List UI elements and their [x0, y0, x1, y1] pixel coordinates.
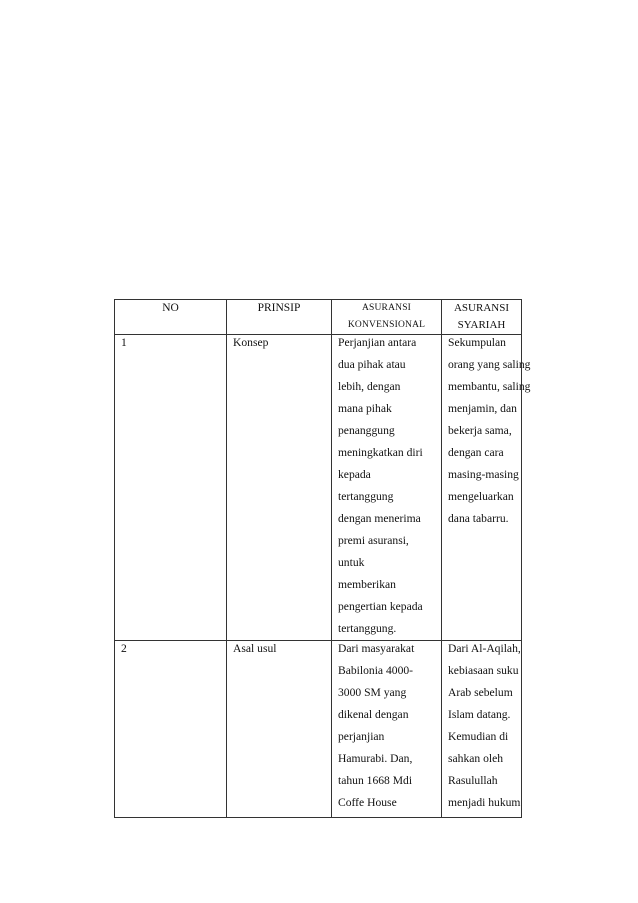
text-line: orang yang saling — [448, 358, 531, 371]
row-number: 1 — [121, 336, 127, 349]
text-line: Coffe House — [338, 796, 397, 809]
cell-syariah — [442, 641, 522, 818]
table-row — [115, 641, 522, 818]
header-syariah — [442, 300, 522, 335]
header-konvensional-line: ASURANSI — [361, 303, 412, 313]
cell-prinsip — [227, 335, 332, 641]
text-line: dengan cara — [448, 446, 504, 459]
text-line: 3000 SM yang — [338, 686, 407, 699]
syariah-text — [448, 638, 521, 814]
text-line: kepada — [338, 468, 371, 481]
header-prinsip — [227, 300, 332, 335]
text-line: menjadi hukum — [448, 796, 521, 809]
text-line: premi asuransi, — [338, 534, 409, 547]
text-line: mengeluarkan — [448, 490, 514, 503]
text-line: Perjanjian antara — [338, 336, 417, 349]
konvensional-text — [338, 638, 437, 814]
table-header — [115, 300, 522, 335]
text-line: masing-masing — [448, 468, 519, 481]
text-line: Islam datang. — [448, 708, 511, 721]
header-no-label: NO — [162, 302, 179, 314]
row-prinsip: Asal usul — [233, 642, 277, 655]
header-syariah-line: ASURANSI — [453, 302, 509, 314]
konvensional-text — [338, 332, 437, 640]
text-line: perjanjian — [338, 730, 385, 743]
cell-konvensional — [332, 335, 442, 641]
text-line: Arab sebelum — [448, 686, 513, 699]
text-line: Kemudian di — [448, 730, 509, 743]
header-no — [115, 300, 227, 335]
header-konvensional — [332, 300, 442, 335]
text-line: meningkatkan diri — [338, 446, 423, 459]
text-line: memberikan — [338, 578, 396, 591]
cell-syariah — [442, 335, 531, 641]
text-line: sahkan oleh — [448, 752, 504, 765]
text-line: membantu, saling — [448, 380, 531, 393]
text-line: Babilonia 4000- — [338, 664, 414, 677]
text-line: Hamurabi. Dan, — [338, 752, 413, 765]
header-row — [115, 300, 522, 335]
header-konvensional-line: KONVENSIONAL — [347, 320, 426, 330]
text-line: dengan menerima — [338, 512, 421, 525]
text-line: Rasulullah — [448, 774, 498, 787]
syariah-text — [448, 332, 531, 530]
text-line: lebih, dengan — [338, 380, 401, 393]
cell-konvensional — [332, 641, 442, 818]
row-number: 2 — [121, 642, 127, 655]
text-line: untuk — [338, 556, 365, 569]
text-line: kebiasaan suku — [448, 664, 519, 677]
comparison-table — [114, 299, 531, 818]
row-prinsip: Konsep — [233, 336, 269, 349]
cell-no — [115, 641, 227, 818]
text-line: menjamin, dan — [448, 402, 517, 415]
cell-prinsip — [227, 641, 332, 818]
text-line: Dari masyarakat — [338, 642, 415, 655]
text-line: dana tabarru. — [448, 512, 509, 525]
text-line: dikenal dengan — [338, 708, 409, 721]
table-body — [115, 335, 531, 818]
text-line: Sekumpulan — [448, 336, 506, 349]
text-line: bekerja sama, — [448, 424, 512, 437]
text-line: dua pihak atau — [338, 358, 406, 371]
header-syariah-line: SYARIAH — [457, 319, 506, 331]
cell-no — [115, 335, 227, 641]
text-line: tertanggung. — [338, 622, 397, 635]
text-line: tahun 1668 Mdi — [338, 774, 413, 787]
text-line: penanggung — [338, 424, 395, 437]
text-line: Dari Al-Aqilah, — [448, 642, 521, 655]
table-row — [115, 335, 522, 641]
text-line: pengertian kepada — [338, 600, 423, 613]
text-line: mana pihak — [338, 402, 392, 415]
header-prinsip-label: PRINSIP — [257, 302, 301, 314]
text-line: tertanggung — [338, 490, 394, 503]
